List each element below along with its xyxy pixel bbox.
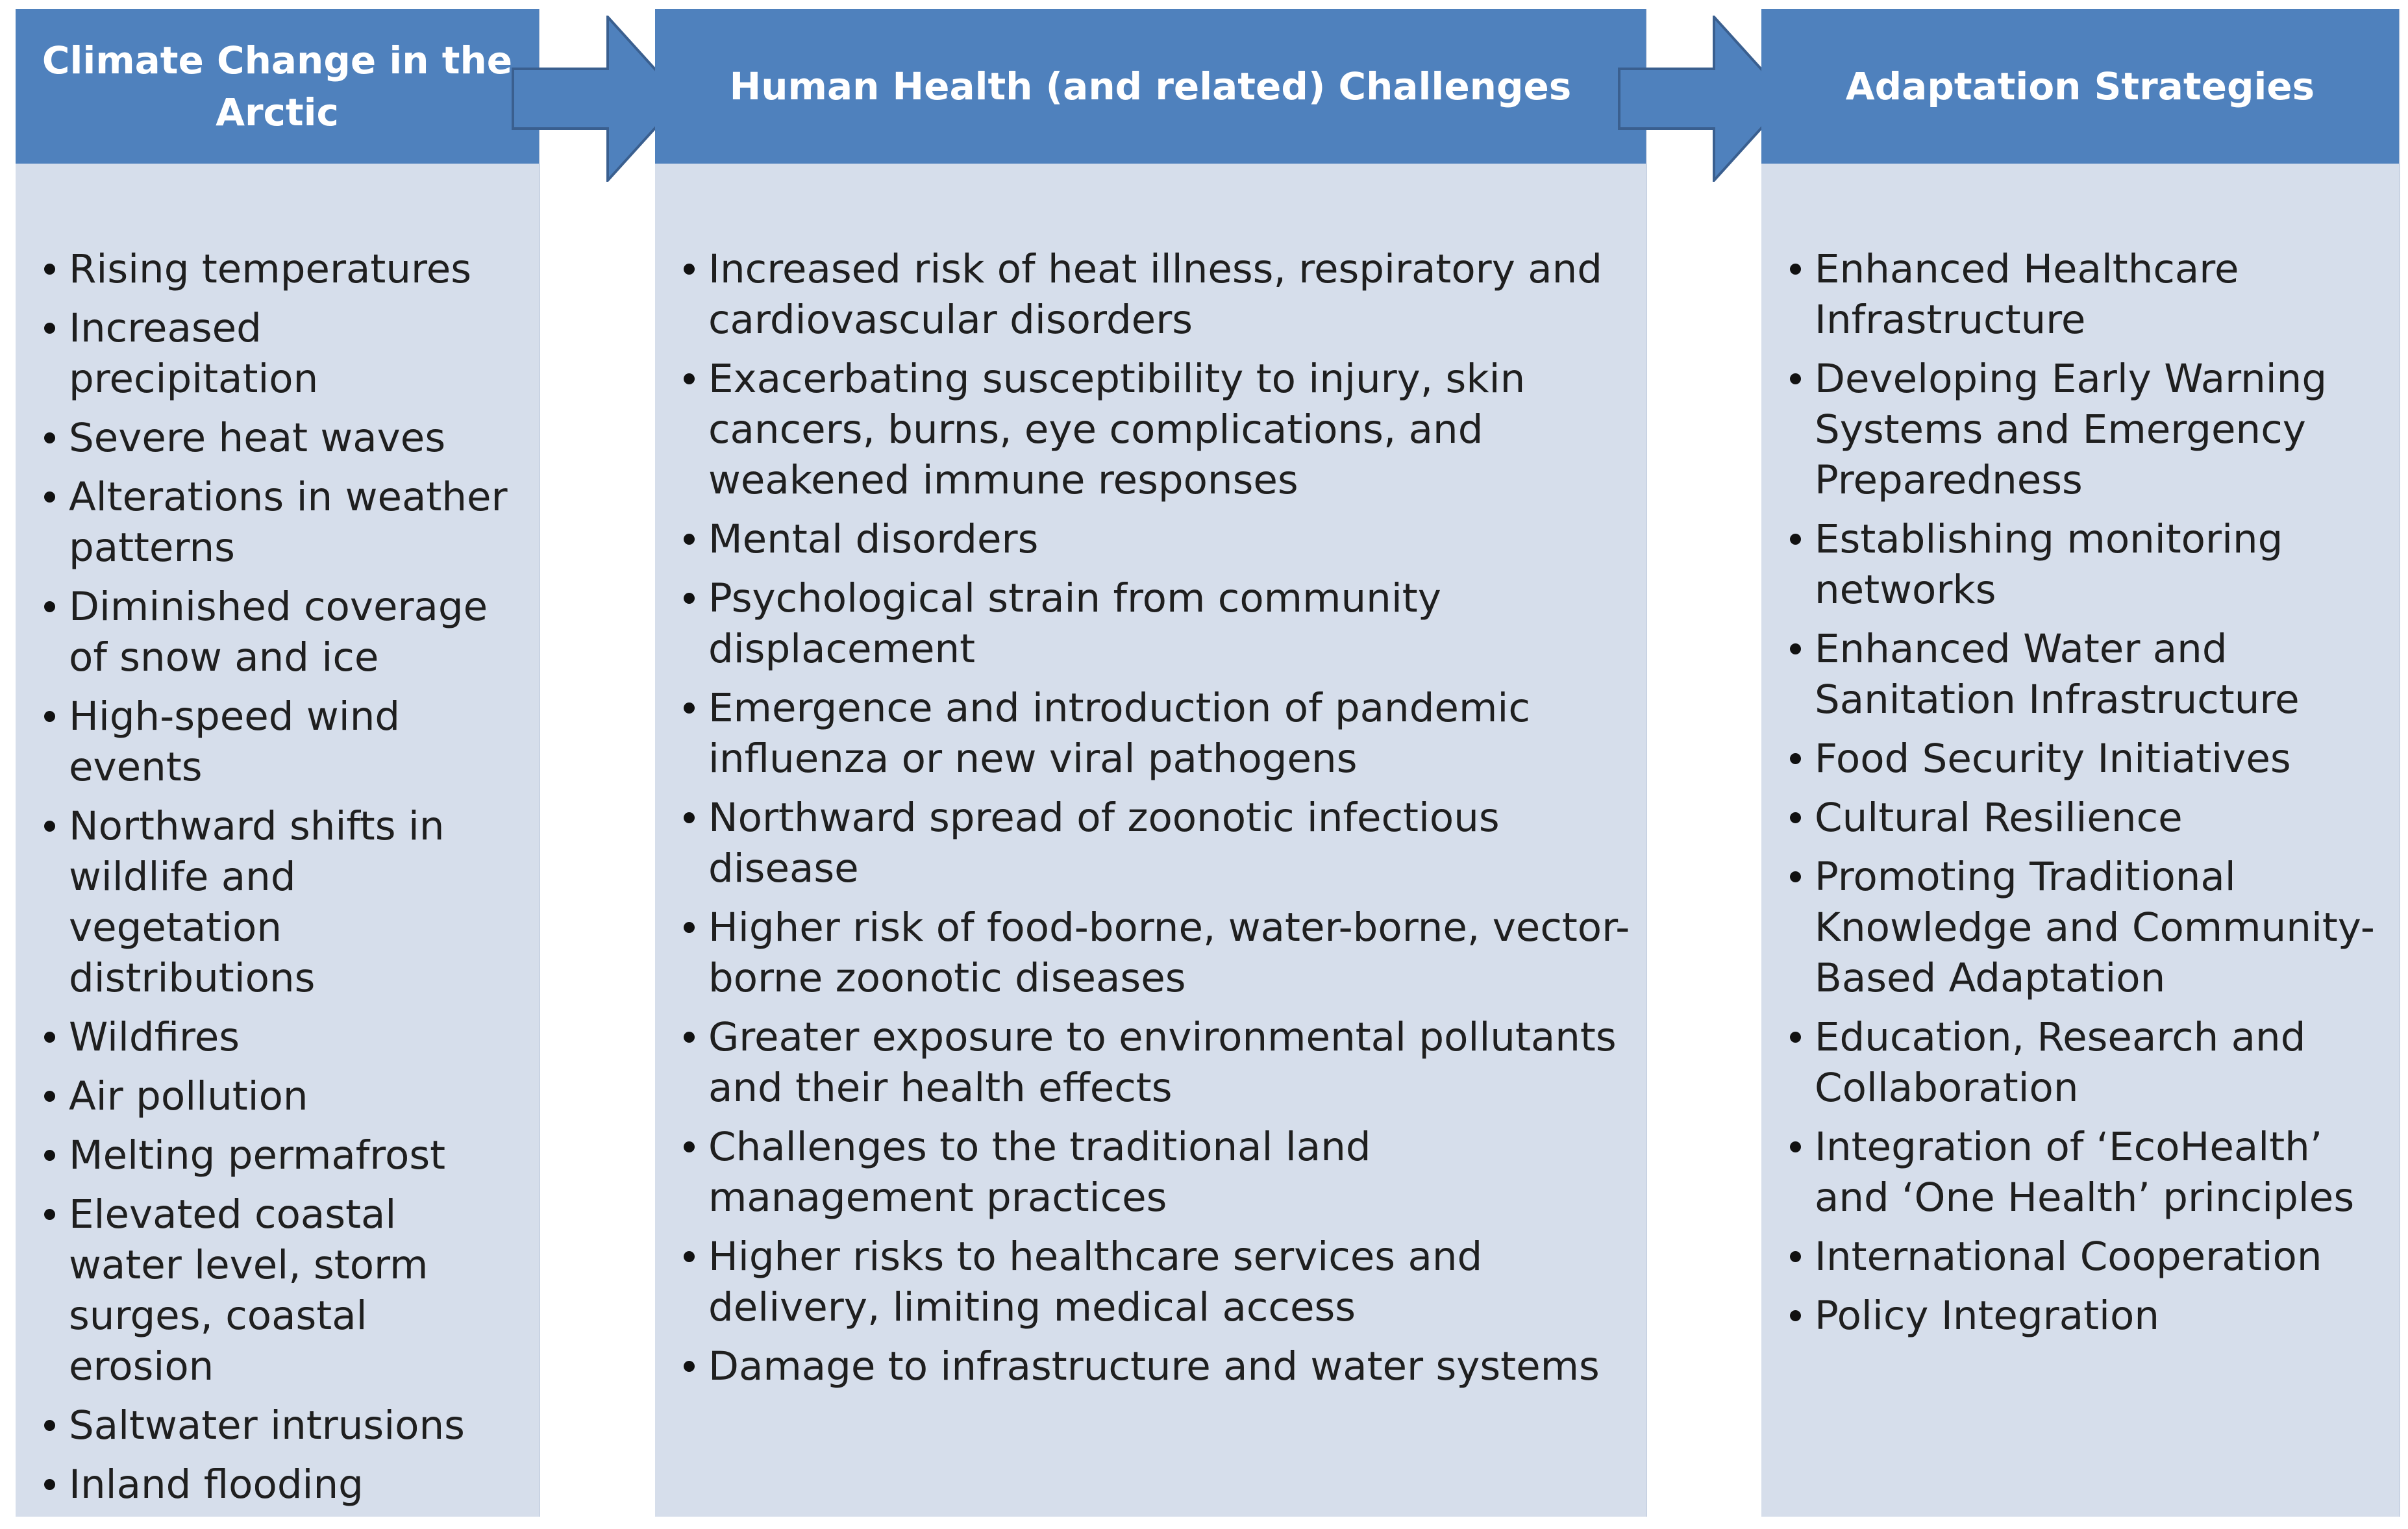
list-item: Saltwater intrusions [42, 1400, 519, 1451]
list-item: Exacerbating susceptibility to injury, skin cancers, burns, eye complications, and weakened immune responses [681, 354, 1633, 506]
list-item: Alterations in weather patterns [42, 472, 519, 573]
list-item: Higher risk of food-borne, water-borne, vector-borne zoonotic diseases [681, 902, 1633, 1004]
list-item: Integration of ‘EcoHealth’ and ‘One Health’ principles [1787, 1122, 2392, 1223]
list-item: Increased precipitation [42, 303, 519, 404]
list-item: Establishing monitoring networks [1787, 514, 2392, 615]
list-item: Inland flooding [42, 1460, 519, 1510]
list-item: Enhanced Healthcare Infrastructure [1787, 244, 2392, 345]
column-title: Climate Change in the Arctic [42, 38, 513, 134]
list-item: Psychological strain from community displacement [681, 573, 1633, 675]
bullet-list [681, 244, 1633, 1400]
list-item: Increased risk of heat illness, respiratory and cardiovascular disorders [681, 244, 1633, 345]
column-header [655, 9, 1646, 164]
list-item: Damage to infrastructure and water systems [681, 1341, 1633, 1392]
list-item: Higher risks to healthcare services and delivery, limiting medical access [681, 1232, 1633, 1333]
list-item: Elevated coastal water level, storm surges, coastal erosion [42, 1189, 519, 1392]
list-item: Challenges to the traditional land management practices [681, 1122, 1633, 1223]
column-header [16, 9, 539, 164]
bullet-list [1787, 244, 2392, 1350]
list-item: Air pollution [42, 1071, 519, 1122]
list-item: Northward shifts in wildlife and vegetation distributions [42, 801, 519, 1004]
list-item: Education, Research and Collaboration [1787, 1012, 2392, 1113]
list-item: Diminished coverage of snow and ice [42, 582, 519, 683]
list-item: Greater exposure to environmental pollutants and their health effects [681, 1012, 1633, 1113]
list-item: Rising temperatures [42, 244, 519, 295]
list-item: Policy Integration [1787, 1291, 2392, 1341]
list-item: Cultural Resilience [1787, 793, 2392, 843]
column-title: Adaptation Strategies [1845, 64, 2315, 108]
list-item: Severe heat waves [42, 413, 519, 464]
bullet-list [42, 244, 519, 1519]
list-item: Mental disorders [681, 514, 1633, 565]
list-item: Developing Early Warning Systems and Emergency Preparedness [1787, 354, 2392, 506]
column-climate-change [16, 9, 540, 1517]
list-item: Northward spread of zoonotic infectious disease [681, 793, 1633, 894]
list-item: Emergence and introduction of pandemic influenza or new viral pathogens [681, 683, 1633, 784]
column-title: Human Health (and related) Challenges [729, 64, 1572, 108]
column-health-challenges [655, 9, 1647, 1517]
column-adaptation-strategies [1761, 9, 2400, 1517]
list-item: Food Security Initiatives [1787, 734, 2392, 784]
column-header [1761, 9, 2399, 164]
list-item: Melting permafrost [42, 1130, 519, 1181]
list-item: High-speed wind events [42, 691, 519, 793]
list-item: Enhanced Water and Sanitation Infrastructure [1787, 624, 2392, 725]
list-item: International Cooperation [1787, 1232, 2392, 1282]
list-item: Wildfires [42, 1012, 519, 1063]
list-item: Promoting Traditional Knowledge and Community-Based Adaptation [1787, 852, 2392, 1004]
